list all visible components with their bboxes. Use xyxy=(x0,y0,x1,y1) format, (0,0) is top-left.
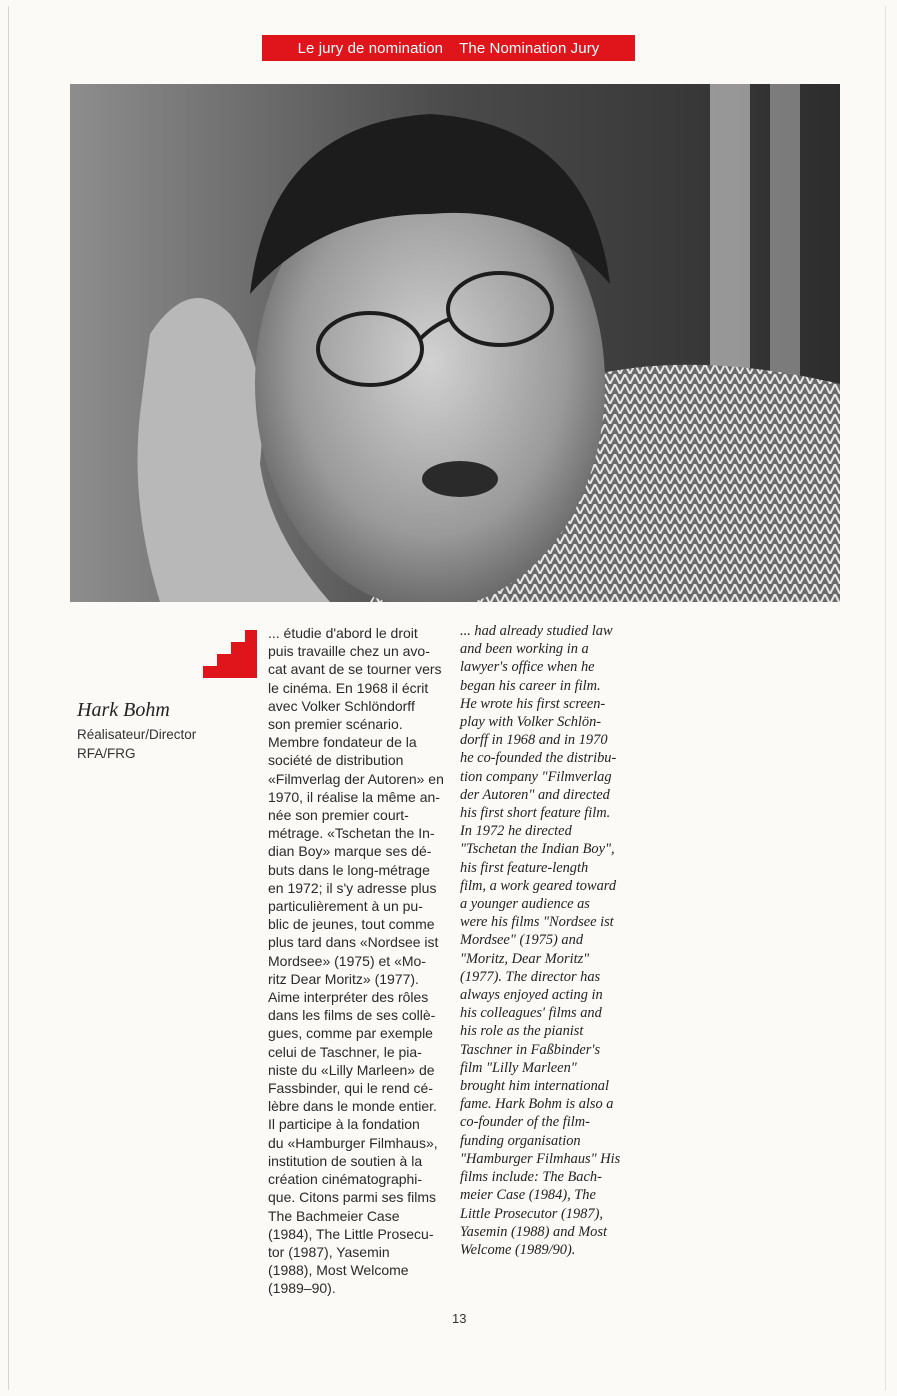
bio-fr-line: Aime interpréter des rôles xyxy=(268,989,429,1006)
bio-en-line: meier Case (1984), The xyxy=(460,1187,596,1204)
bio-en-line: In 1972 he directed xyxy=(460,823,572,840)
country-line: RFA/FRG xyxy=(77,746,136,761)
bio-fr-line: son premier scénario. xyxy=(268,716,403,733)
bio-en-line: lawyer's office when he xyxy=(460,659,595,676)
bio-fr-line: «Filmverlag der Autoren» en xyxy=(268,770,444,787)
bio-fr-line: (1988), Most Welcome xyxy=(268,1262,409,1279)
bio-en-line: Little Prosecutor (1987), xyxy=(460,1205,603,1222)
section-header-banner xyxy=(262,35,635,61)
red-staircase-icon xyxy=(203,630,257,678)
bio-en-line: always enjoyed acting in xyxy=(460,987,603,1004)
bio-fr-line: particulièrement à un pu- xyxy=(268,898,423,915)
bio-en-line: dorff in 1968 and in 1970 xyxy=(460,732,608,749)
header-title-fr: Le jury de nomination xyxy=(297,39,444,57)
bio-en-line: his role as the pianist xyxy=(460,1023,584,1040)
bio-en-line: film "Lilly Marleen" xyxy=(460,1059,577,1076)
bio-fr-line: blic de jeunes, tout comme xyxy=(268,916,435,933)
bio-en-line: films include: The Bach- xyxy=(460,1169,602,1186)
bio-fr-line: ... étudie d'abord le droit xyxy=(268,625,418,641)
biography-english xyxy=(460,622,660,1259)
bio-fr-line: du «Hamburger Filmhaus», xyxy=(268,1134,438,1151)
bio-fr-line: The Bachmeier Case xyxy=(268,1207,400,1224)
bio-fr-line: avec Volker Schlöndorff xyxy=(268,697,415,714)
bio-fr-line: lèbre dans le monde entier. xyxy=(268,1098,437,1115)
bio-fr-line: tor (1987), Yasemin xyxy=(268,1243,390,1260)
bio-en-line: Taschner in Faßbinder's xyxy=(460,1041,601,1058)
bio-fr-line: Membre fondateur de la xyxy=(268,734,417,751)
bio-fr-line: puis travaille chez un avo- xyxy=(268,643,430,660)
bio-en-line: film, a work geared toward xyxy=(460,877,617,894)
bio-fr-line: niste du «Lilly Marleen» de xyxy=(268,1061,435,1078)
bio-en-line: Welcome (1989/90). xyxy=(460,1241,576,1258)
biography-french xyxy=(268,624,458,1298)
bio-en-line: Yasemin (1988) and Most xyxy=(460,1223,607,1240)
bio-en-line: "Tschetan the Indian Boy", xyxy=(460,841,615,858)
bio-en-line: began his career in film. xyxy=(460,677,601,694)
bio-fr-line: Mordsee» (1975) et «Mo- xyxy=(268,952,426,969)
bio-fr-line: dian Boy» marque ses dé- xyxy=(268,843,432,860)
role-line: Réalisateur/Director xyxy=(77,727,197,742)
bio-en-line: were his films "Nordsee ist xyxy=(460,914,614,931)
bio-en-line: a younger audience as xyxy=(460,896,590,913)
bio-en-line: his first feature-length xyxy=(460,859,589,876)
portrait-photo xyxy=(70,84,840,602)
bio-fr-line: institution de soutien à la xyxy=(268,1152,423,1169)
bio-fr-line: Il participe à la fondation xyxy=(268,1116,420,1133)
bio-en-line: he co-founded the distribu- xyxy=(460,750,617,767)
bio-en-line: his first short feature film. xyxy=(460,805,611,822)
bio-fr-line: que. Citons parmi ses films xyxy=(268,1189,437,1206)
bio-fr-line: buts dans le long-métrage xyxy=(268,861,430,878)
bio-fr-line: création cinématographi- xyxy=(268,1171,423,1188)
bio-fr-line: en 1972; il s'y adresse plus xyxy=(268,879,437,896)
bio-en-line: Mordsee" (1975) and xyxy=(460,932,584,949)
page-number: 13 xyxy=(452,1311,467,1326)
person-name: Hark Bohm xyxy=(77,699,170,721)
person-role xyxy=(77,725,196,763)
bio-fr-line: ritz Dear Moritz» (1977). xyxy=(268,970,419,987)
bio-fr-line: Fassbinder, qui le rend cé- xyxy=(268,1080,433,1097)
bio-en-line: and been working in a xyxy=(460,641,589,658)
bio-en-line: He wrote his first screen- xyxy=(460,695,606,712)
bio-en-line: der Autoren" and directed xyxy=(460,786,610,803)
bio-fr-line: celui de Taschner, le pia- xyxy=(268,1043,422,1060)
bio-en-line: co-founder of the film- xyxy=(460,1114,590,1131)
bio-fr-line: gues, comme par exemple xyxy=(268,1025,433,1042)
bio-fr-line: métrage. «Tschetan the In- xyxy=(268,825,435,842)
bio-en-line: play with Volker Schlön- xyxy=(460,714,602,731)
bio-fr-line: née son premier court- xyxy=(268,807,409,824)
bio-en-line: "Moritz, Dear Moritz" xyxy=(460,950,590,967)
bio-fr-line: le cinéma. En 1968 il écrit xyxy=(268,679,429,696)
bio-fr-line: (1989–90). xyxy=(268,1280,336,1297)
bio-en-line: fame. Hark Bohm is also a xyxy=(460,1096,614,1113)
bio-fr-line: cat avant de se tourner vers xyxy=(268,661,442,678)
bio-fr-line: (1984), The Little Prosecu- xyxy=(268,1225,434,1242)
bio-en-line: brought him international xyxy=(460,1078,609,1095)
bio-en-line: funding organisation xyxy=(460,1132,581,1149)
bio-en-line: his colleagues' films and xyxy=(460,1005,602,1022)
bio-fr-line: 1970, il réalise la même an- xyxy=(268,788,440,805)
bio-en-line: (1977). The director has xyxy=(460,968,601,985)
bio-en-line: "Hamburger Filmhaus" His xyxy=(460,1150,621,1167)
bio-fr-line: plus tard dans «Nordsee ist xyxy=(268,934,439,951)
bio-en-line: tion company "Filmverlag xyxy=(460,768,612,785)
header-title-en: The Nomination Jury xyxy=(459,39,600,57)
bio-fr-line: dans les films de ses collè- xyxy=(268,1007,436,1024)
bio-fr-line: société de distribution xyxy=(268,752,404,769)
bio-en-line: ... had already studied law xyxy=(460,623,613,639)
portrait-photo-illustration xyxy=(70,84,840,602)
